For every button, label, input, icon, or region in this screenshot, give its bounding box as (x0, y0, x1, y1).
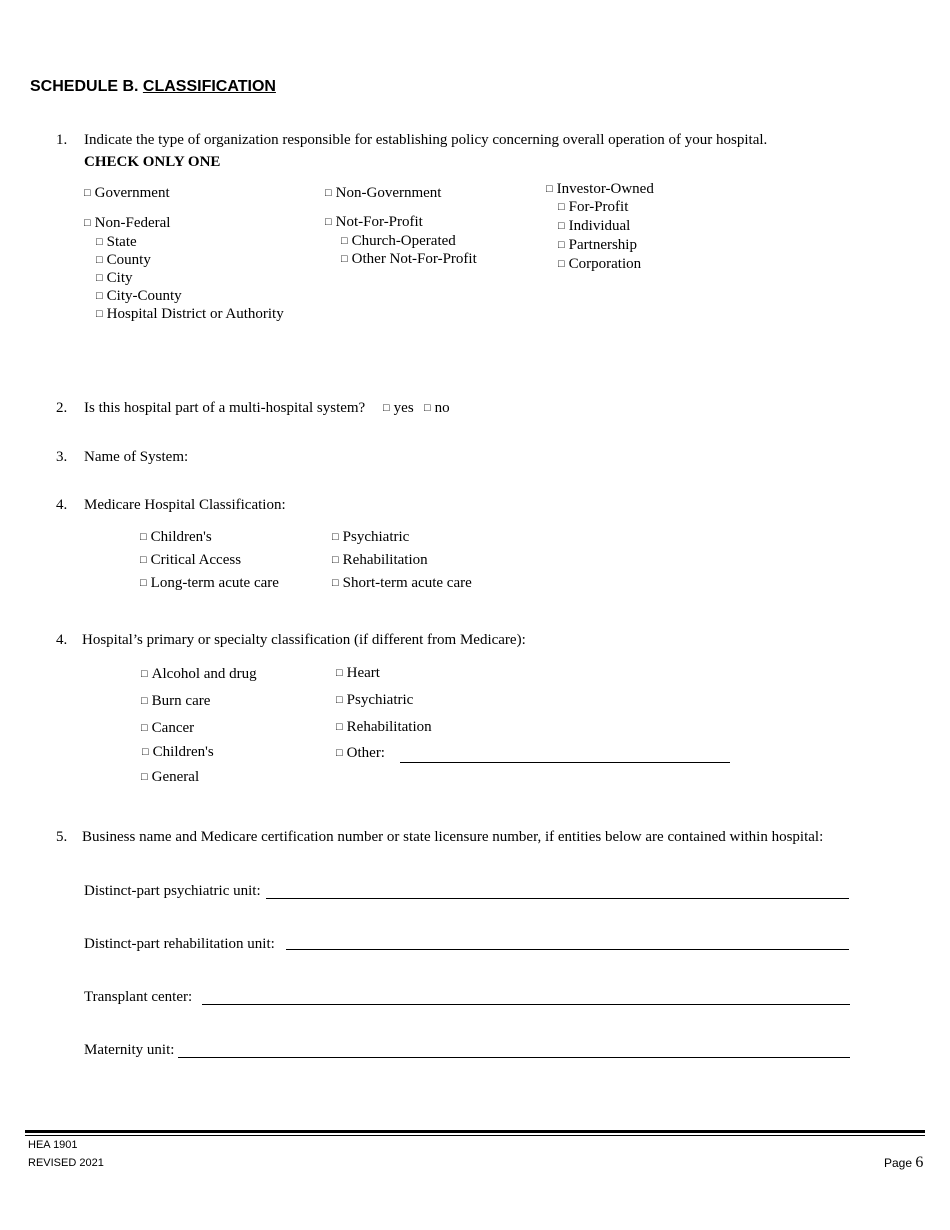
checkbox-partnership[interactable]: □ Partnership (558, 237, 637, 254)
checkbox-non-government[interactable]: □ Non-Government (325, 185, 441, 202)
checkbox-medicare-long-term[interactable]: □ Long-term acute care (140, 575, 279, 592)
q5-number: 5. (56, 829, 68, 845)
footer-page-label: Page (884, 1156, 913, 1170)
checkbox-not-for-profit[interactable]: □ Not-For-Profit (325, 214, 423, 231)
checkbox-county[interactable]: □ County (96, 252, 151, 269)
maternity-unit-input-line[interactable] (178, 1057, 850, 1058)
checkbox-specialty-childrens[interactable]: □ Children's (142, 744, 214, 761)
checkbox-individual[interactable]: □ Individual (558, 218, 630, 235)
q4a-number: 4. (56, 497, 68, 513)
q1-number: 1. (56, 132, 68, 148)
transplant-center-input-line[interactable] (202, 1004, 850, 1005)
checkbox-specialty-rehabilitation[interactable]: □ Rehabilitation (336, 719, 432, 736)
q4b-number: 4. (56, 632, 68, 648)
q3-text: Name of System: (84, 449, 189, 465)
q4b-text: Hospital’s primary or specialty classification (if different from Medicare): (82, 632, 526, 648)
checkbox-state[interactable]: □ State (96, 234, 137, 251)
q2-text: Is this hospital part of a multi-hospital system? (84, 400, 366, 416)
checkbox-other[interactable]: □ Other: (336, 745, 385, 762)
schedule-title: CLASSIFICATION (142, 78, 276, 95)
field-label-rehabilitation-unit: Distinct-part rehabilitation unit: (84, 936, 275, 952)
checkbox-cancer[interactable]: □ Cancer (141, 720, 194, 737)
q4a-text: Medicare Hospital Classification: (84, 497, 286, 513)
q3-number: 3. (56, 449, 68, 465)
checkbox-city[interactable]: □ City (96, 270, 133, 287)
checkbox-burn-care[interactable]: □ Burn care (141, 693, 210, 710)
checkbox-non-federal[interactable]: □ Non-Federal (84, 215, 170, 232)
field-label-maternity-unit: Maternity unit: (84, 1042, 175, 1058)
footer-revised: REVISED 2021 (28, 1157, 104, 1169)
checkbox-alcohol-drug[interactable]: □ Alcohol and drug (141, 666, 257, 683)
q1-text: Indicate the type of organization responsible for establishing policy concerning overall operation of your hospital. (84, 132, 768, 148)
checkbox-government[interactable]: □ Government (84, 185, 170, 202)
checkbox-general[interactable]: □ General (141, 769, 199, 786)
rehabilitation-unit-input-line[interactable] (286, 949, 849, 950)
checkbox-medicare-critical-access[interactable]: □ Critical Access (140, 552, 241, 569)
checkbox-hospital-district[interactable]: □ Hospital District or Authority (96, 306, 284, 323)
footer-rule-thin (25, 1135, 925, 1136)
footer-page-number: 6 (915, 1154, 924, 1171)
checkbox-yes[interactable]: □ yes (383, 400, 414, 417)
checkbox-specialty-psychiatric[interactable]: □ Psychiatric (336, 692, 413, 709)
q1-instruction: CHECK ONLY ONE (84, 154, 221, 170)
q2-number: 2. (56, 400, 68, 416)
footer-form-number: HEA 1901 (28, 1139, 78, 1151)
footer-page (884, 1154, 923, 1172)
checkbox-city-county[interactable]: □ City-County (96, 288, 182, 305)
q5-text: Business name and Medicare certification number or state licensure number, if entities below are contained within hospital: (82, 829, 824, 845)
checkbox-medicare-childrens[interactable]: □ Children's (140, 529, 212, 546)
checkbox-heart[interactable]: □ Heart (336, 665, 380, 682)
page-title (30, 78, 276, 96)
checkbox-for-profit[interactable]: □ For-Profit (558, 199, 628, 216)
schedule-label: SCHEDULE B. (30, 78, 139, 95)
footer-rule-thick (25, 1130, 925, 1133)
checkbox-church-operated[interactable]: □ Church-Operated (341, 233, 456, 250)
checkbox-no[interactable]: □ no (424, 400, 450, 417)
checkbox-medicare-short-term[interactable]: □ Short-term acute care (332, 575, 472, 592)
checkbox-medicare-rehabilitation[interactable]: □ Rehabilitation (332, 552, 428, 569)
checkbox-medicare-psychiatric[interactable]: □ Psychiatric (332, 529, 409, 546)
psychiatric-unit-input-line[interactable] (266, 898, 849, 899)
checkbox-corporation[interactable]: □ Corporation (558, 256, 641, 273)
checkbox-investor-owned[interactable]: □ Investor-Owned (546, 181, 654, 198)
other-input-line[interactable] (400, 762, 730, 763)
checkbox-other-not-for-profit[interactable]: □ Other Not-For-Profit (341, 251, 477, 268)
field-label-transplant-center: Transplant center: (84, 989, 193, 1005)
field-label-psychiatric-unit: Distinct-part psychiatric unit: (84, 883, 261, 899)
